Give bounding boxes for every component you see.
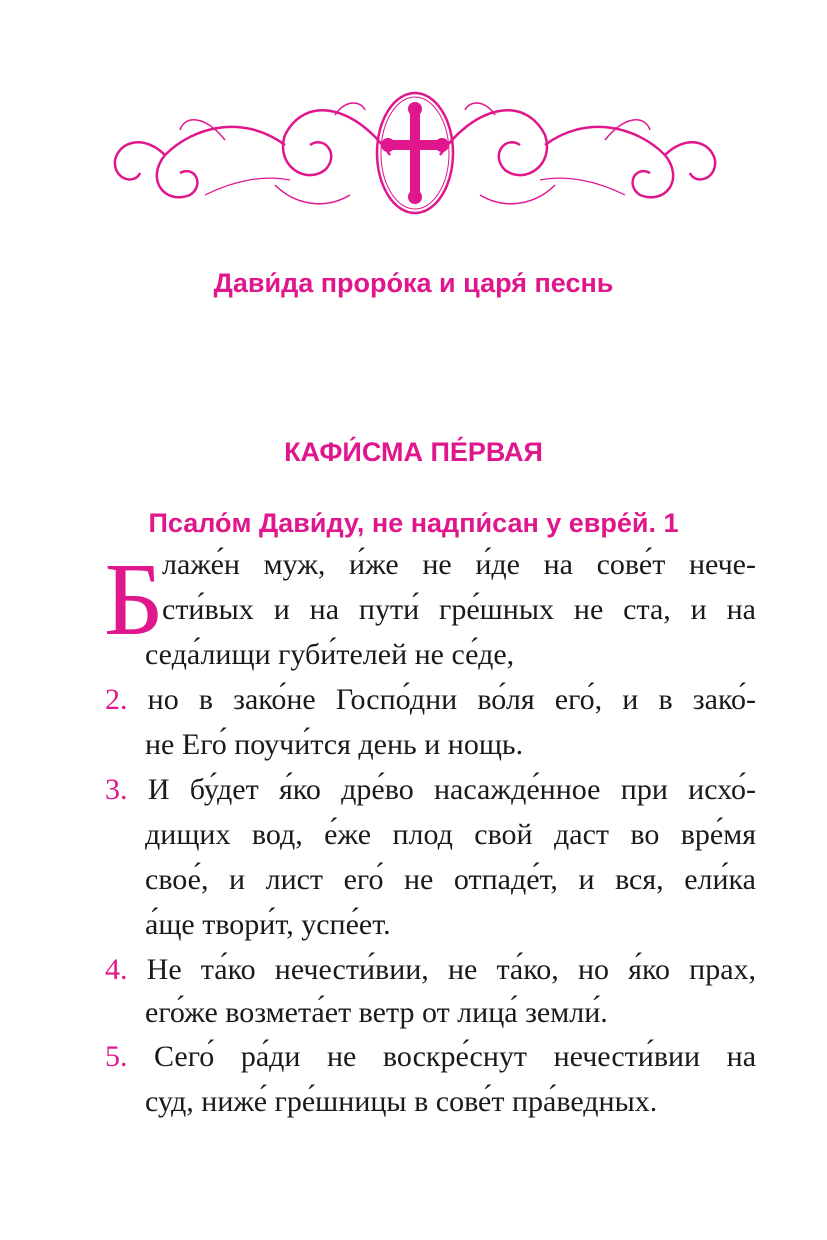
verse-line bbox=[105, 772, 756, 808]
verse-line bbox=[105, 1039, 756, 1075]
verse-line bbox=[145, 637, 756, 673]
cross-in-oval-ornament-icon bbox=[105, 85, 725, 220]
verse-line bbox=[105, 952, 756, 988]
verse-text: не Его́ поучи́тся день и нощь. bbox=[145, 728, 524, 761]
verse-line bbox=[162, 547, 756, 583]
verse-number: 4. bbox=[105, 953, 128, 986]
verse-text: Не та́ко нечести́вии, не та́ко, но я́ко прах, bbox=[146, 953, 757, 986]
verse-text: его́же возмета́ет ветр от лица́ земли́. bbox=[145, 996, 608, 1029]
verse-text: сти́вых и на пути́ гре́шных не ста, и на bbox=[162, 593, 756, 626]
verse-line bbox=[145, 862, 756, 898]
verse-line bbox=[145, 817, 756, 853]
verse-text: суд, ниже́ гре́шницы в сове́т пра́ведных. bbox=[145, 1085, 658, 1118]
verse-line bbox=[145, 995, 756, 1031]
verse-text: а́ще твори́т, успе́ет. bbox=[145, 908, 391, 941]
verse-text: свое́, и лист его́ не отпаде́т, и вся, ели́ка bbox=[145, 863, 756, 896]
verse-number: 3. bbox=[105, 773, 128, 806]
header-title: Дави́да проро́ка и царя́ песнь bbox=[213, 268, 614, 298]
psalm-title: Псало́м Дави́ду, не надпи́сан у евре́й. 1 bbox=[148, 508, 679, 538]
verse-text: седа́лищи губи́телей не се́де, bbox=[145, 638, 515, 671]
kathisma-title: КАФИ́СМА ПЕ́РВАЯ bbox=[284, 437, 543, 467]
verse-text: Сего́ ра́ди не воскре́снут нечести́вии на bbox=[154, 1040, 757, 1073]
verse-line bbox=[105, 682, 756, 718]
verse-line bbox=[145, 907, 756, 943]
verse-text: лаже́н муж, и́же не и́де на сове́т нече- bbox=[162, 548, 756, 581]
verse-line bbox=[145, 1084, 756, 1120]
verse-text: но в зако́не Госпо́дни во́ля его́, и в зако́- bbox=[147, 683, 756, 716]
verse-line bbox=[162, 592, 756, 628]
verse-text: И бу́дет я́ко дре́во насажде́нное при исхо́- bbox=[147, 773, 757, 806]
verse-line bbox=[145, 727, 756, 763]
verse-number: 5. bbox=[105, 1040, 128, 1073]
verse-number: 2. bbox=[105, 683, 128, 716]
verse-text: дищих вод, е́же плод свой даст во вре́мя bbox=[145, 818, 756, 851]
drop-cap: Б bbox=[104, 542, 164, 657]
